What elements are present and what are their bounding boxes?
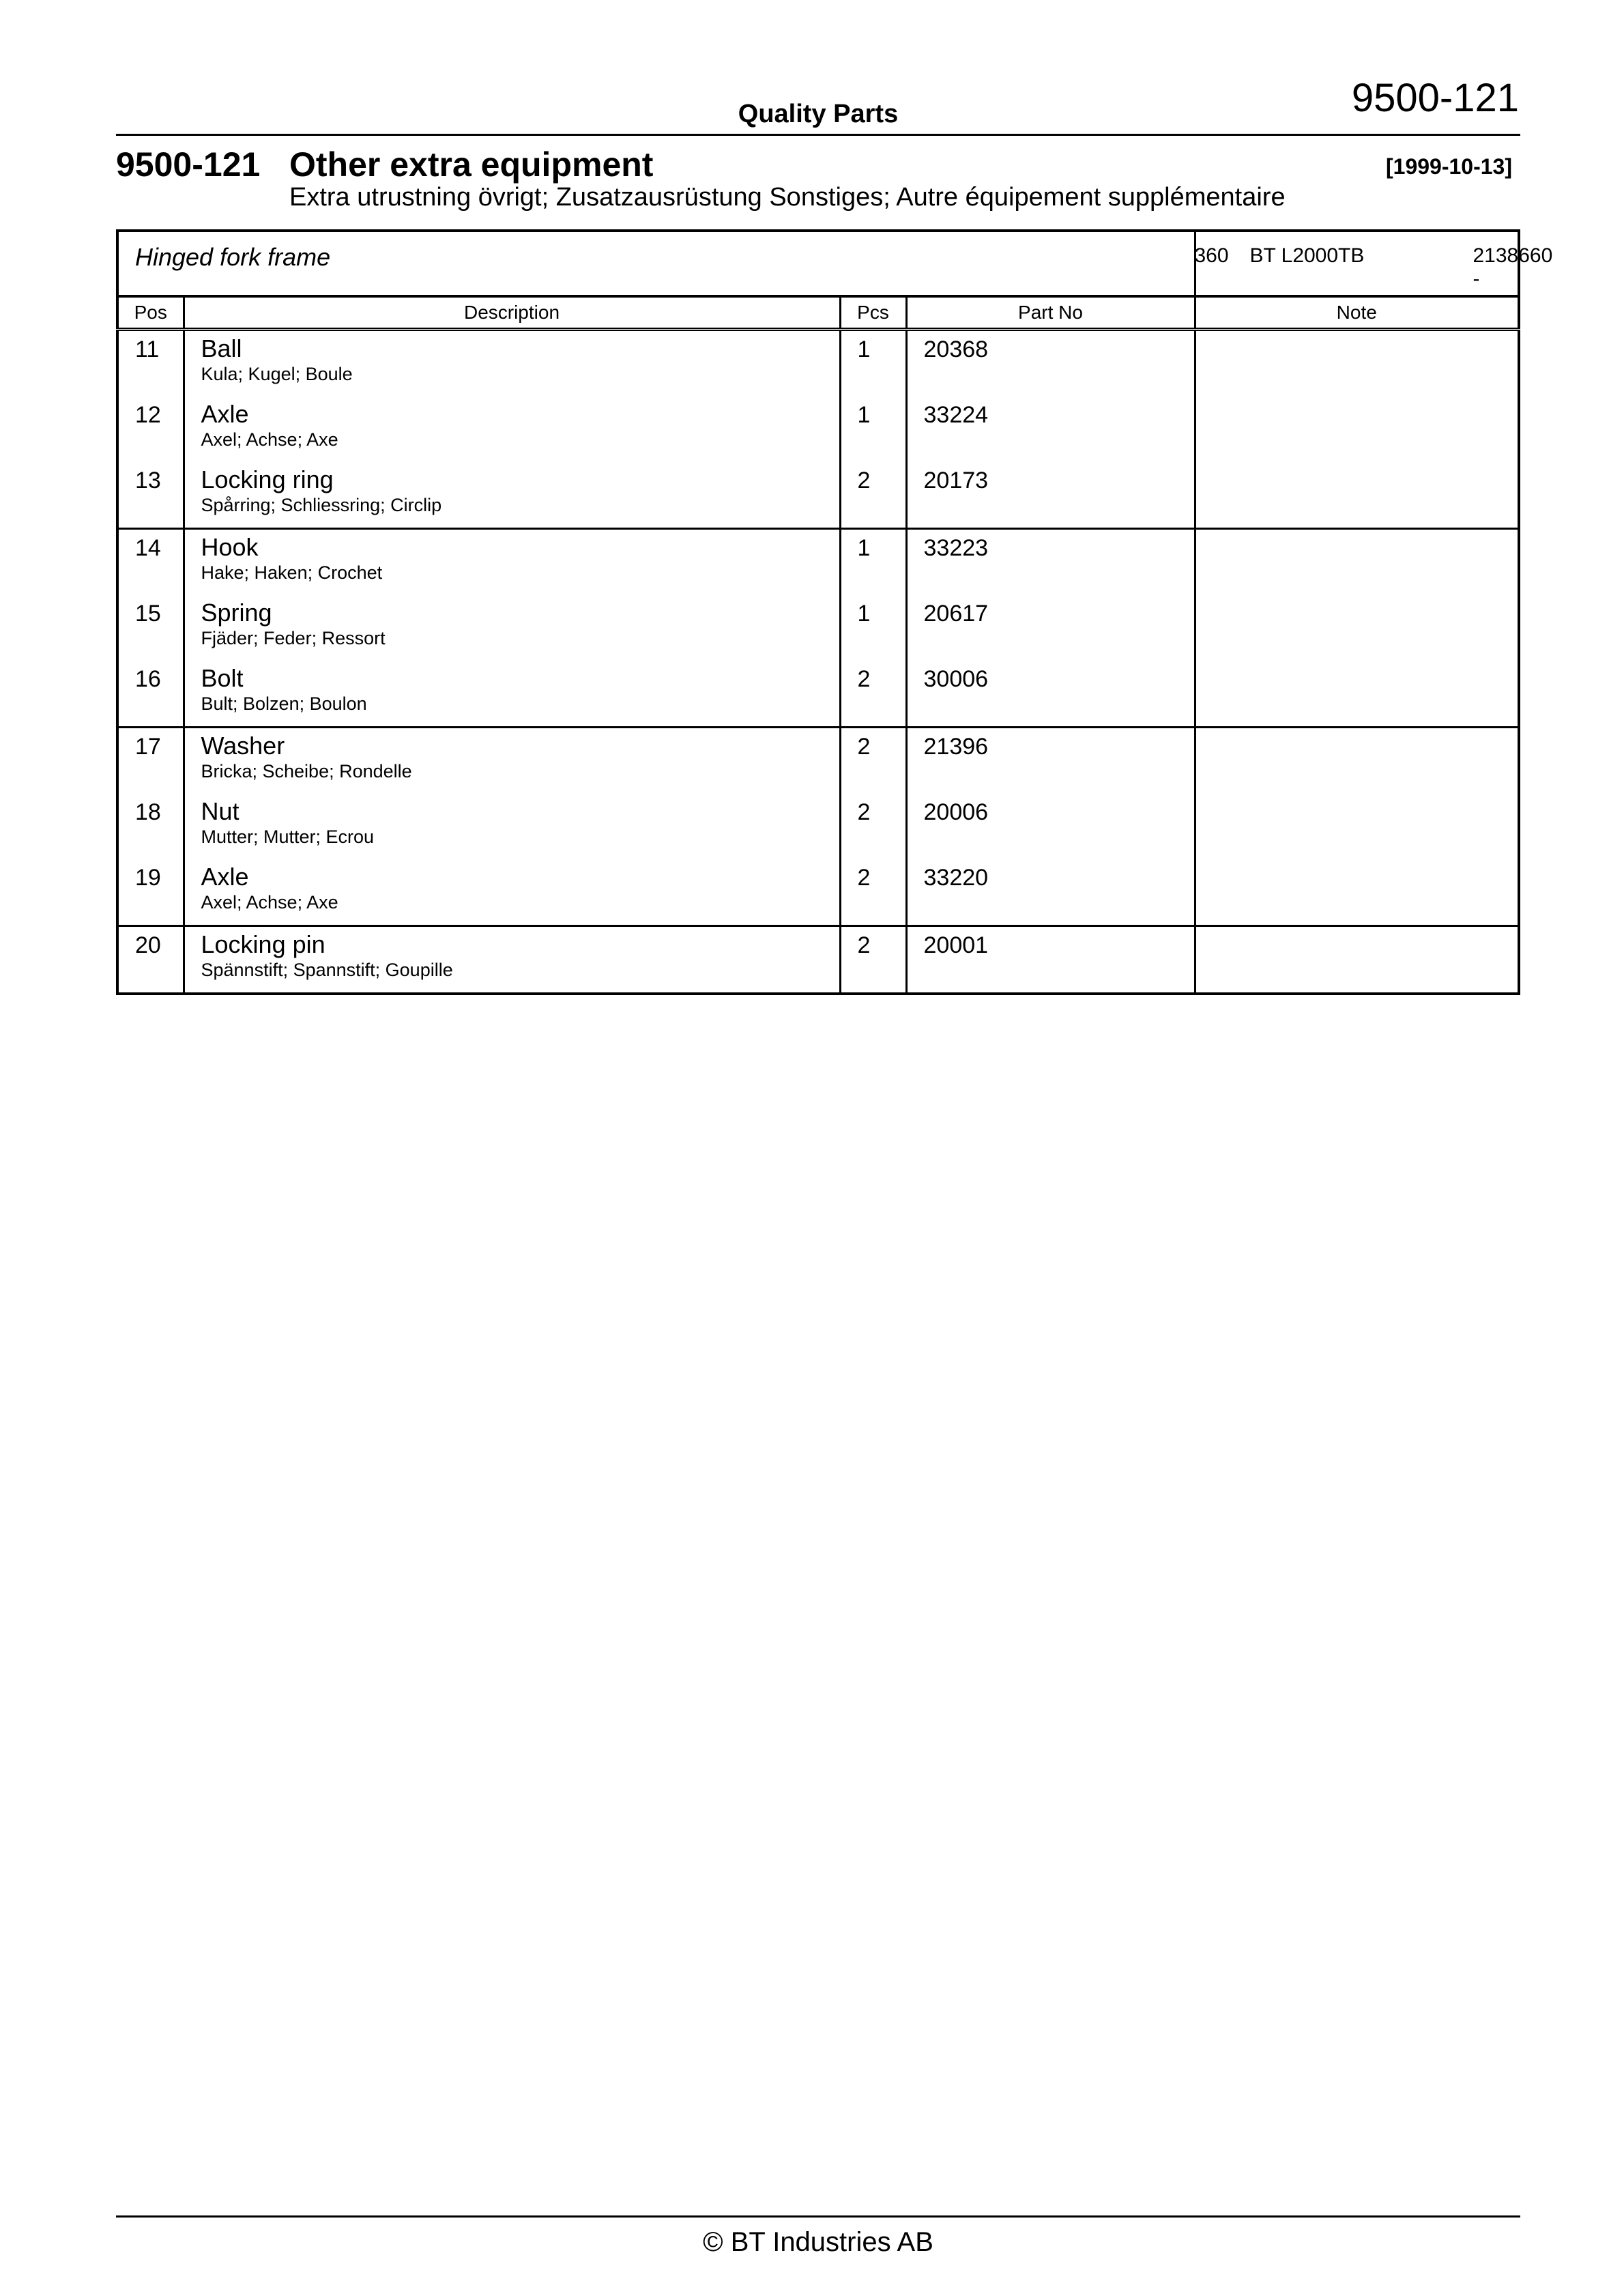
item-pcs: 2 [840,661,906,728]
item-description [184,462,840,529]
table-row [117,330,1519,397]
item-pos: 18 [117,794,184,859]
item-note [1195,661,1519,728]
table-row [117,529,1519,596]
item-note [1195,397,1519,462]
serial-range: 2138660 - [1473,244,1553,290]
item-part-no: 30006 [906,661,1195,728]
item-translations: Mutter; Mutter; Ecrou [201,827,375,847]
item-note [1195,728,1519,794]
item-name: Bolt [201,664,244,692]
table-row [117,794,1519,859]
item-part-no: 20617 [906,595,1195,661]
item-pos: 16 [117,661,184,728]
model-name: BT L2000TB [1249,244,1365,267]
column-header-note: Note [1195,296,1519,330]
item-translations: Fjäder; Feder; Ressort [201,628,386,648]
page-number: 9500-121 [1351,76,1519,120]
table-row [117,397,1519,462]
item-description [184,926,840,994]
document-code: 9500-121 [116,145,261,184]
table-row [117,728,1519,794]
item-description [184,595,840,661]
document-translations: Extra utrustning övrigt; Zusatzausrüstung Sonstiges; Autre équipement supplémentaire [289,183,1286,212]
item-translations: Spännstift; Spannstift; Goupille [201,960,453,980]
item-name: Washer [201,732,285,760]
item-name: Hook [201,533,259,561]
item-pcs: 1 [840,529,906,596]
item-part-no: 33223 [906,529,1195,596]
section-title: Quality Parts [738,100,899,128]
assembly-name: Hinged fork frame [117,231,1195,296]
item-part-no: 20001 [906,926,1195,994]
item-pos: 15 [117,595,184,661]
item-pos: 14 [117,529,184,596]
item-translations: Hake; Haken; Crochet [201,562,383,583]
item-description [184,397,840,462]
item-name: Axle [201,400,249,428]
item-translations: Axel; Achse; Axe [201,429,338,450]
item-description [184,661,840,728]
item-pos: 13 [117,462,184,529]
item-description [184,728,840,794]
document-name: Other extra equipment [289,145,654,184]
item-part-no: 21396 [906,728,1195,794]
item-pcs: 1 [840,397,906,462]
page-header [116,75,1520,136]
item-translations: Kula; Kugel; Boule [201,364,353,384]
item-note [1195,462,1519,529]
item-note [1195,794,1519,859]
column-header-description: Description [184,296,840,330]
table-header-row [117,296,1519,330]
item-pcs: 2 [840,462,906,529]
table-row [117,661,1519,728]
item-part-no: 33220 [906,859,1195,926]
item-pcs: 2 [840,728,906,794]
assembly-meta [1194,231,1553,296]
item-translations: Axel; Achse; Axe [201,892,338,913]
item-pos: 19 [117,859,184,926]
copyright: © BT Industries AB [703,2227,933,2257]
item-pos: 11 [117,330,184,397]
item-name: Axle [201,863,249,891]
table-row [117,859,1519,926]
item-note [1195,595,1519,661]
model-code: 360 [1194,244,1229,267]
document-title [116,141,1520,188]
item-note [1195,859,1519,926]
item-pos: 12 [117,397,184,462]
table-row [117,926,1519,994]
item-name: Nut [201,797,240,825]
table-row [117,462,1519,529]
page-footer [116,2215,1520,2258]
item-description [184,330,840,397]
item-name: Spring [201,599,272,627]
item-note [1195,330,1519,397]
item-part-no: 20006 [906,794,1195,859]
assembly-info-row [117,231,1519,296]
item-pcs: 2 [840,926,906,994]
column-header-part-no: Part No [906,296,1195,330]
table-row [117,595,1519,661]
item-description [184,529,840,596]
item-part-no: 20173 [906,462,1195,529]
item-pcs: 2 [840,859,906,926]
item-name: Locking pin [201,930,325,958]
item-translations: Spårring; Schliessring; Circlip [201,495,442,515]
item-note [1195,529,1519,596]
item-translations: Bult; Bolzen; Boulon [201,693,367,714]
item-part-no: 20368 [906,330,1195,397]
item-pcs: 2 [840,794,906,859]
item-pcs: 1 [840,330,906,397]
item-pcs: 1 [840,595,906,661]
item-pos: 20 [117,926,184,994]
column-header-pos: Pos [117,296,184,330]
item-part-no: 33224 [906,397,1195,462]
column-header-pcs: Pcs [840,296,906,330]
item-note [1195,926,1519,994]
item-description [184,859,840,926]
item-translations: Bricka; Scheibe; Rondelle [201,761,412,781]
document-date: [1999-10-13] [1386,154,1512,179]
item-description [184,794,840,859]
item-name: Ball [201,334,242,362]
parts-table [116,229,1553,995]
item-name: Locking ring [201,465,334,493]
item-pos: 17 [117,728,184,794]
